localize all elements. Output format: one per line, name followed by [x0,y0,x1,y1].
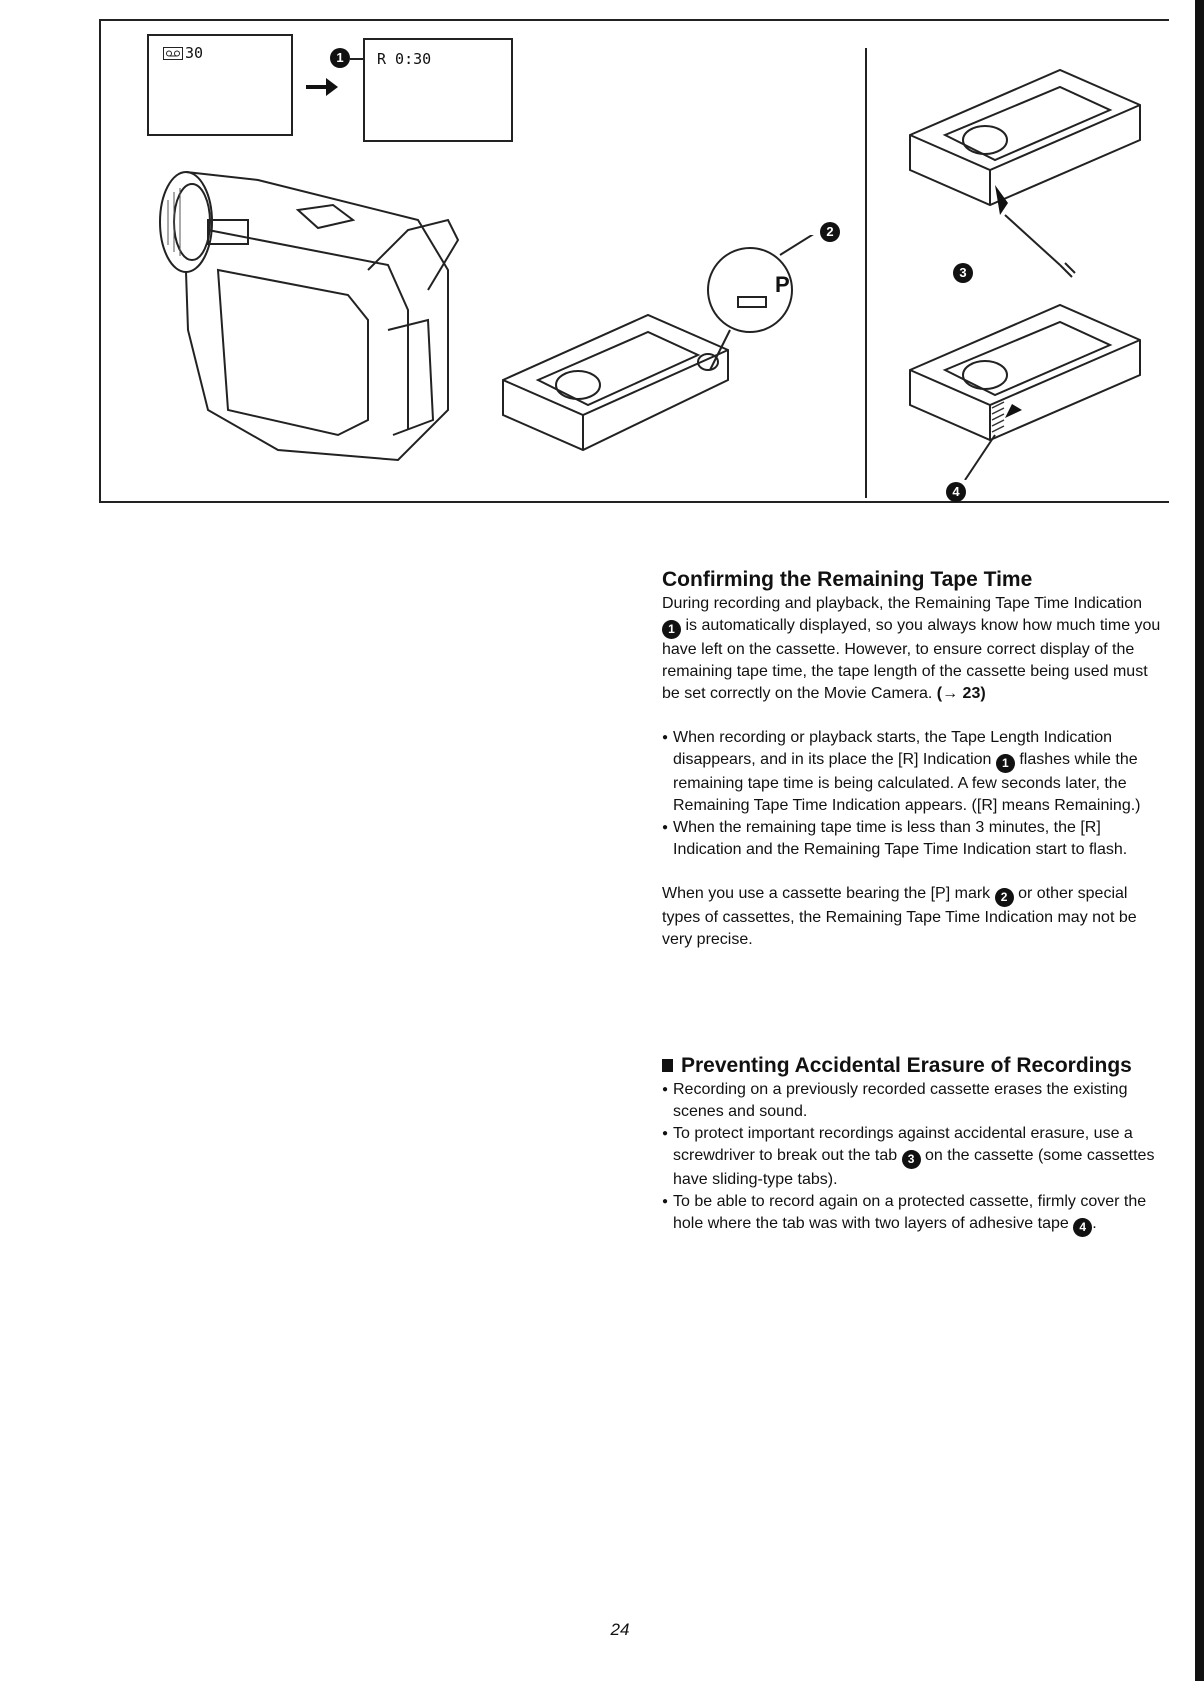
section-remaining-tape-time [662,567,1162,951]
p-mark-zoom-callout [700,235,850,385]
callout-2 [820,222,840,242]
callout-4 [946,482,966,502]
remaining-time-intro [662,593,1162,705]
callout-1 [330,48,350,68]
camcorder-illustration [148,160,478,470]
arrow-right-icon [306,76,338,103]
bullet1-text-a: When recording or playback starts, the Tape Length Indication disappears, and in its place the [R] Indication [673,729,1113,768]
osd-remaining-time-display [363,38,513,142]
bullet3-text-b: . [1092,1215,1097,1232]
remaining-time-value: R 0:30 [377,50,432,68]
ref-2-icon: 2 [995,888,1014,907]
bullet3-text-a: To be able to record again on a protected cassette, firmly cover the hole where the tab was with two layers of adhesive tape [673,1193,1147,1232]
prevent-erasure-bullets [662,1079,1162,1237]
list-item: ● When the remaining tape time is less than 3 minutes, the [R] Indication and the Remaining Tape Time Indication start to flash. [662,817,1162,861]
section-prevent-erasure [662,1053,1162,1237]
pmark-text-b: or other special types of cassettes, the Remaining Tape Time Indication may not be very precise. [662,885,1137,948]
ref-1-icon: 1 [662,620,681,639]
p-mark-label: P [775,272,790,297]
ref-4-icon: 4 [1073,1218,1092,1237]
list-item [662,1191,1162,1237]
osd-tape-length-display [147,34,293,136]
list-item: ● Recording on a previously recorded cassette erases the existing scenes and sound. [662,1079,1162,1123]
figure-divider [865,48,867,498]
tape-length-value: 30 [185,44,204,62]
callout-1-number: 1 [330,48,350,68]
page-edge-bar [1195,0,1204,1681]
square-bullet-icon [662,1059,673,1072]
p-mark-note [662,883,1162,951]
list-item [662,1123,1162,1191]
callout-3-number: 3 [953,263,973,283]
callout-4-number: 4 [946,482,966,502]
callout-2-number: 2 [820,222,840,242]
ref-1-icon: 1 [996,754,1015,773]
section-heading-remaining-tape-time: Confirming the Remaining Tape Time [662,568,1033,591]
page-number: 24 [610,1620,630,1639]
pmark-text-a: When you use a cassette bearing the [P] mark [662,885,991,902]
bullet2-text-a: To protect important recordings against accidental erasure, use a screwdriver to break out the tab [673,1125,1133,1164]
intro-text-a: During recording and playback, the Remaining Tape Time Indication [662,595,1142,612]
bullet1-text-b: flashes while the remaining tape time is being calculated. A few seconds later, the Remaining Tape Time Indication appears. ([R] means Remaining.) [673,751,1141,814]
section-heading-prevent-erasure [662,1053,1162,1079]
callout-3 [953,263,973,283]
cassette-adhesive-tape-illustration [900,300,1150,480]
ref-3-icon: 3 [902,1150,921,1169]
cassette-tab-break-illustration [900,65,1150,295]
intro-text-b: is automatically displayed, so you always know how much time you have left on the cassette. However, to ensure correct display of the remaining tape time, the tape length of the cassette being used must be set correctly on the Movie Camera. [662,617,1161,702]
list-item [662,727,1162,817]
page-cross-reference: (→ 23) [936,685,986,702]
cassette-icon [163,46,183,64]
remaining-time-bullets [662,727,1162,861]
bullet2-text-b: on the cassette (some cassettes have sliding-type tabs). [673,1147,1155,1188]
heading-text: Preventing Accidental Erasure of Recordings [681,1054,1132,1077]
